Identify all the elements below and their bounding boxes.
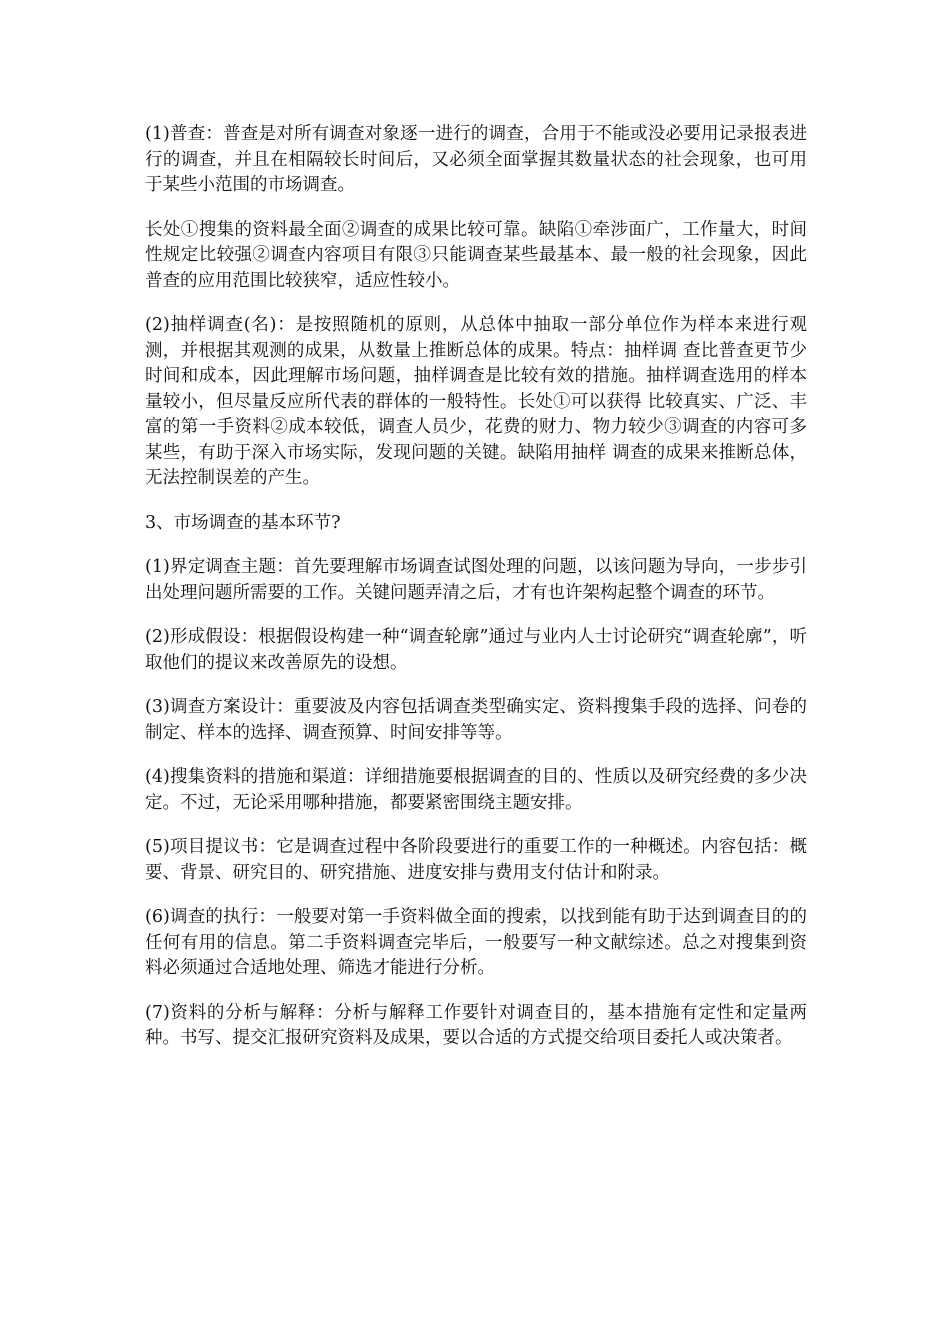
document-page [145, 122, 807, 1071]
paragraph-census-pros-cons: 长处①搜集的资料最全面②调查的成果比较可靠。缺陷①牵涉面广，工作量大，时间性规定比较强②调查内容项目有限③只能调查某些最基本、最一般的社会现象，因此普查的应用范围比较狭窄，适应性较小。 [145, 219, 807, 291]
paragraph-step-analysis: (7)资料的分析与解释：分析与解释工作要针对调查目的，基本措施有定性和定量两种。书写、提交汇报研究资料及成果，要以合适的方式提交给项目委托人或决策者。 [145, 1002, 807, 1048]
paragraph-step-plan-design: (3)调查方案设计：重要波及内容包括调查类型确实定、资料搜集手段的选择、问卷的制定、样本的选择、调查预算、时间安排等等。 [145, 697, 807, 743]
paragraph-step-hypothesis: (2)形成假设：根据假设构建一种“调查轮廓”通过与业内人士讨论研究“调查轮廓”，听取他们的提议来改善原先的设想。 [145, 627, 807, 673]
paragraph-step-execution: (6)调查的执行：一般要对第一手资料做全面的搜索，以找到能有助于达到调查目的的任何有用的信息。第二手资料调查完毕后，一般要写一种文献综述。总之对搜集到资料必须通过合适地处理、筛选才能进行分析。 [145, 907, 807, 978]
paragraph-census: (1)普查：普查是对所有调查对象逐一进行的调查，合用于不能或没必要用记录报表进行的调查，并且在相隔较长时间后，又必须全面掌握其数量状态的社会现象，也可用于某些小范围的市场调查。 [145, 124, 807, 195]
section-heading-basic-steps: 3、市场调查的基本环节? [145, 512, 341, 533]
paragraph-sampling-survey: (2)抽样调查(名)：是按照随机的原则，从总体中抽取一部分单位作为样本来进行观测，并根据其观测的成果，从数量上推断总体的成果。特点：抽样调 查比普查更节少时间和成本，因此理解市场问题，抽样调查是比较有效的措施。抽样调查选用的样本量较小，但尽量反应所代表的群体的一般特性。长处①可以获得 比较真实、广泛、丰富的第一手资料②成本较低，调查人员少，花费的财力、物力较少③调查的内容可多某些，有助于深入市场实际，发现问题的关键。缺陷用抽样 调查的成果来推断总体，无法控制误差的产生。 [145, 315, 807, 488]
paragraph-step-data-collection: (4)搜集资料的措施和渠道：详细措施要根据调查的目的、性质以及研究经费的多少决定。不过，无论采用哪种措施，都要紧密围绕主题安排。 [145, 767, 807, 813]
paragraph-step-proposal: (5)项目提议书：它是调查过程中各阶段要进行的重要工作的一种概述。内容包括：概要、背景、研究目的、研究措施、进度安排与费用支付估计和附录。 [145, 837, 807, 883]
paragraph-step-define-topic: (1)界定调查主题：首先要理解市场调查试图处理的问题，以该问题为导向，一步步引出处理问题所需要的工作。关键问题弄清之后，才有也许架构起整个调查的环节。 [145, 557, 807, 603]
